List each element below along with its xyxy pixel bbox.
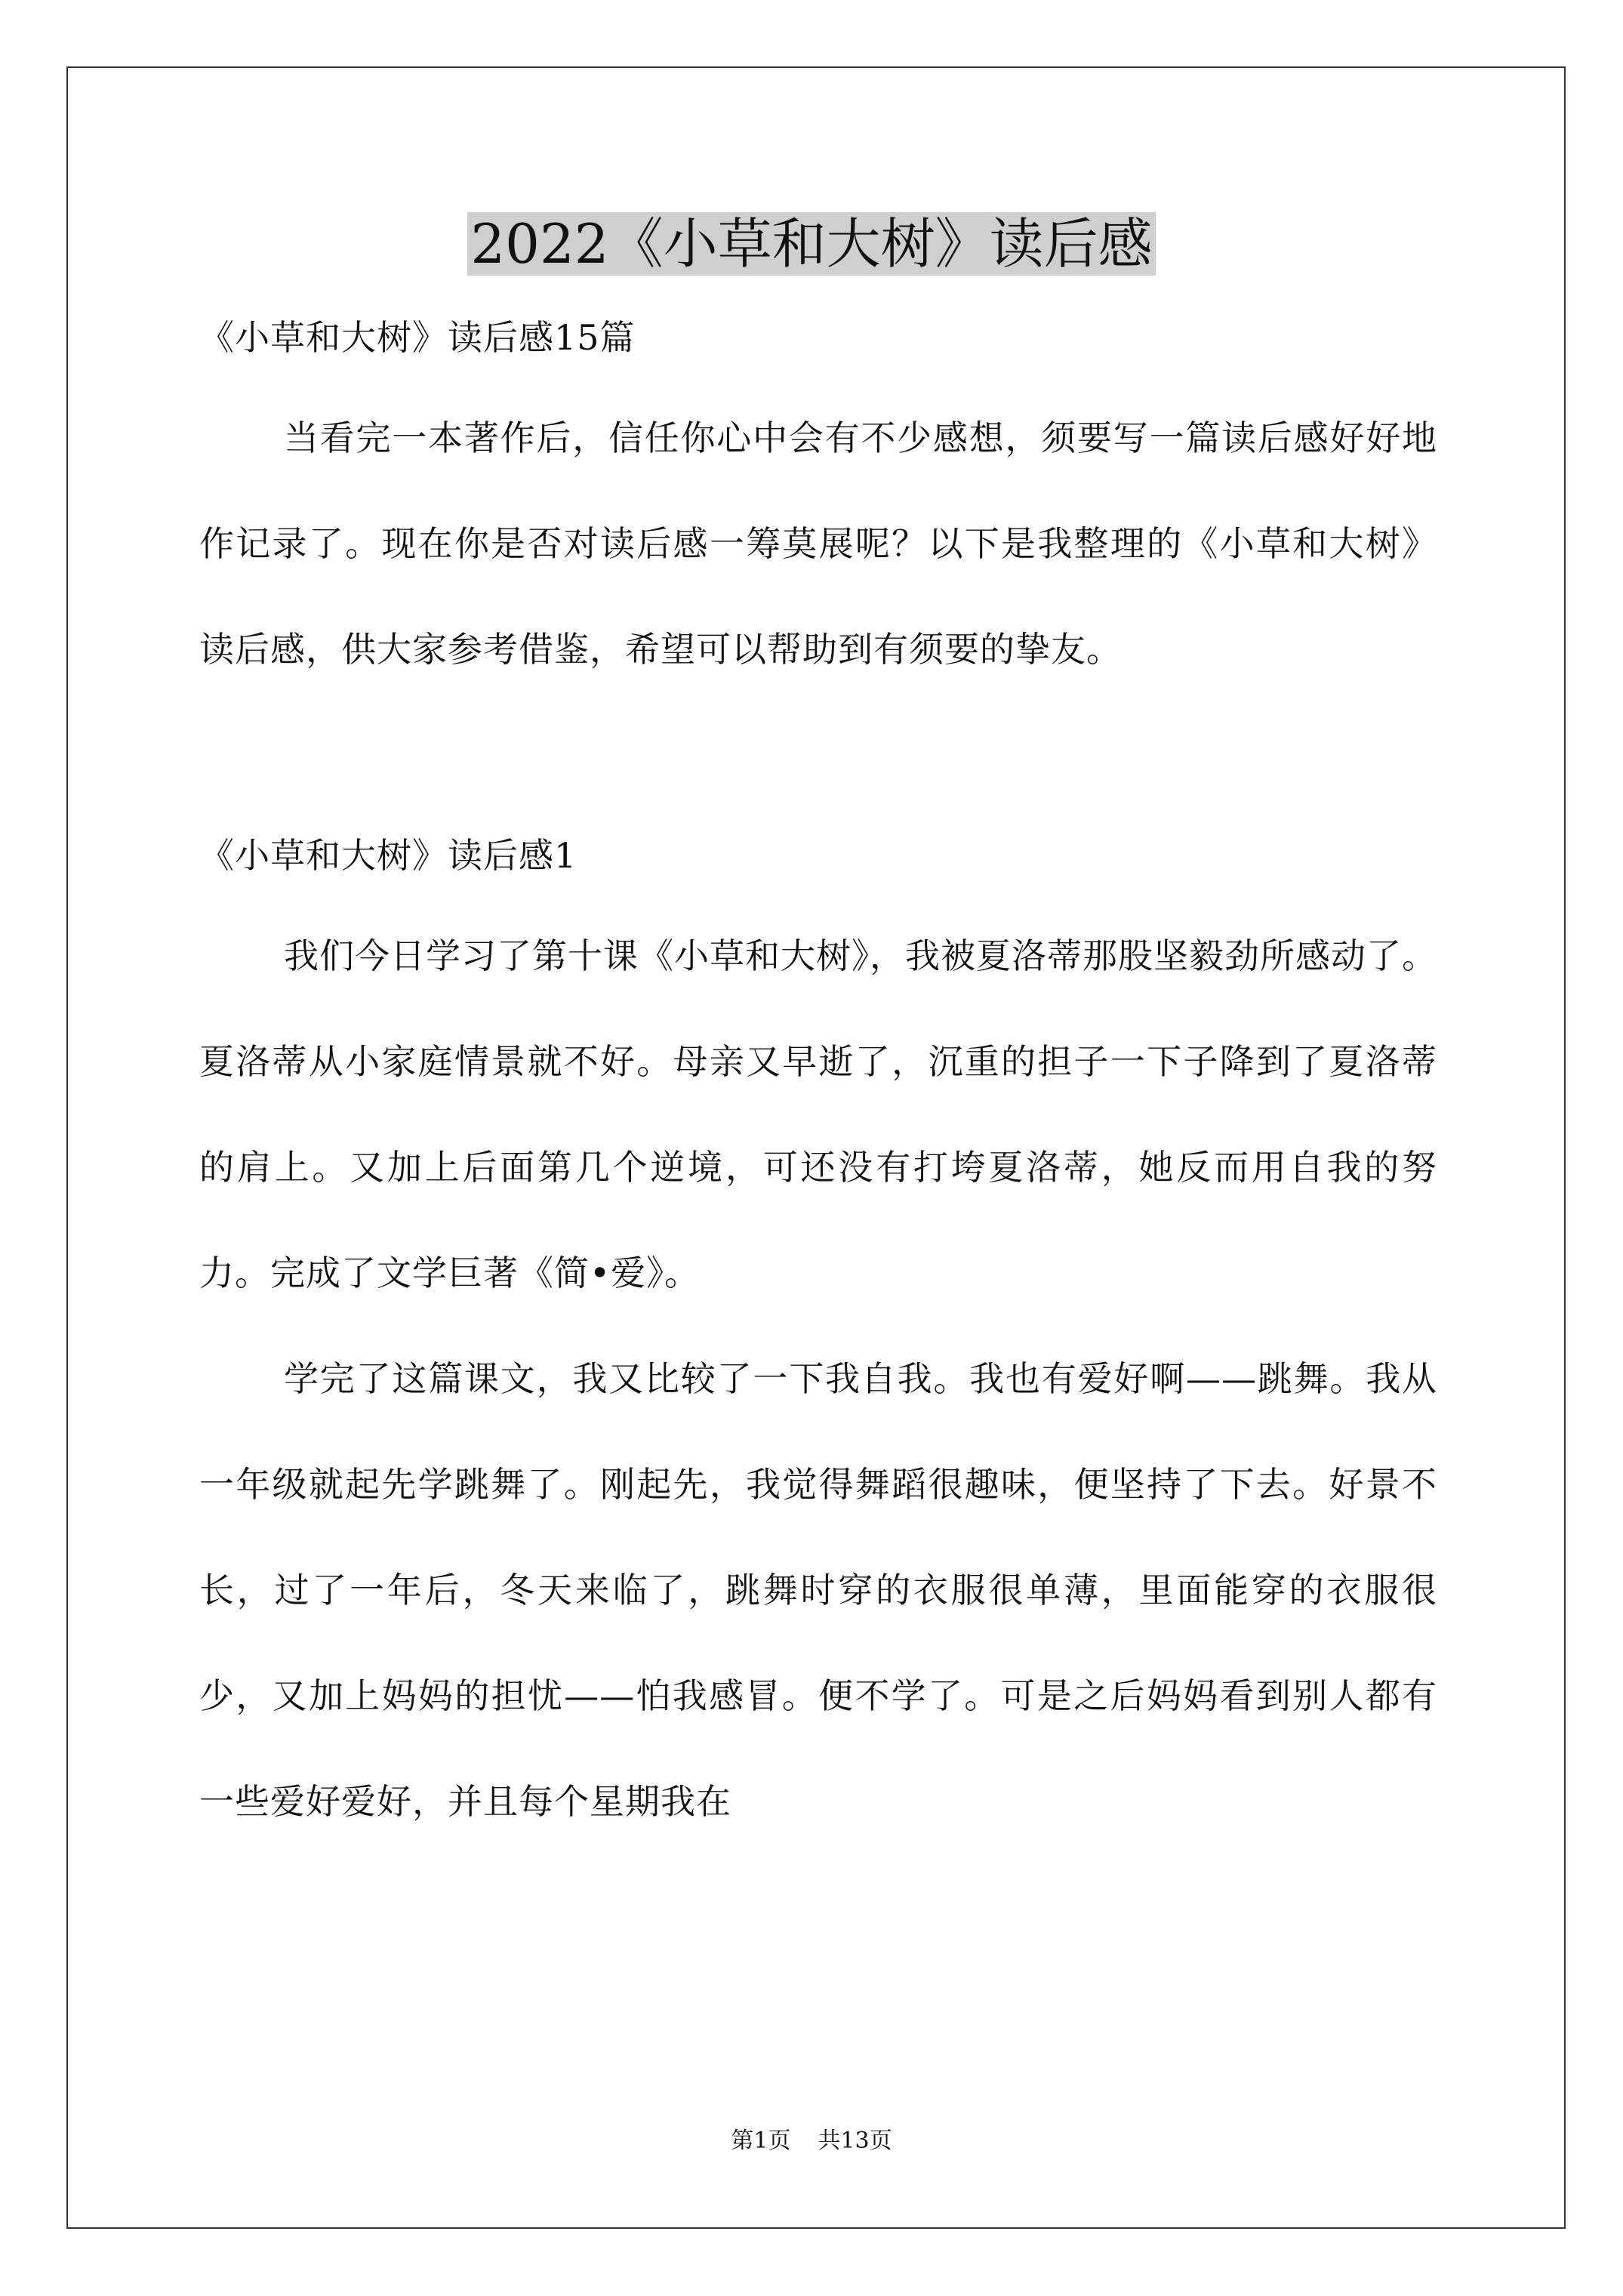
page-number: 第1页 (731, 2128, 791, 2154)
document-title-text: 2022《小草和大树》读后感 (467, 212, 1155, 276)
page-total: 共13页 (818, 2128, 892, 2154)
section-heading: 《小草和大树》读后感1 (199, 835, 577, 876)
document-subtitle: 《小草和大树》读后感15篇 (199, 317, 636, 358)
intro-paragraph: 当看完一本著作后，信任你心中会有不少感想，须要写一篇读后感好好地作记录了。现在你是否对读后感一筹莫展呢？以下是我整理的《小草和大树》读后感，供大家参考借鉴，希望可以帮助到有须要的挚友。 (199, 418, 1437, 670)
body-paragraph-2: 学完了这篇课文，我又比较了一下我自我。我也有爱好啊——跳舞。我从一年级就起先学跳舞了。刚起先，我觉得舞蹈很趣味，便坚持了下去。好景不长，过了一年后，冬天来临了，跳舞时穿的衣服很单薄，里面能穿的衣服很少，又加上妈妈的担忧——怕我感冒。便不学了。可是之后妈妈看到别人都有一些爱好爱好，并且每个星期我在 (199, 1358, 1437, 1822)
document-body (199, 311, 1437, 1854)
spacer (199, 364, 1437, 385)
spacer (199, 882, 1437, 903)
spacer (199, 702, 1437, 829)
body-paragraph-1: 我们今日学习了第十课《小草和大树》，我被夏洛蒂那股坚毅劲所感动了。夏洛蒂从小家庭情景就不好。母亲又早逝了，沉重的担子一下子降到了夏洛蒂的肩上。又加上后面第几个逆境，可还没有打垮夏洛蒂，她反而用自我的努力。完成了文学巨著《简•爱》。 (199, 935, 1437, 1293)
document-title (0, 210, 1623, 278)
page-footer (0, 2126, 1623, 2156)
